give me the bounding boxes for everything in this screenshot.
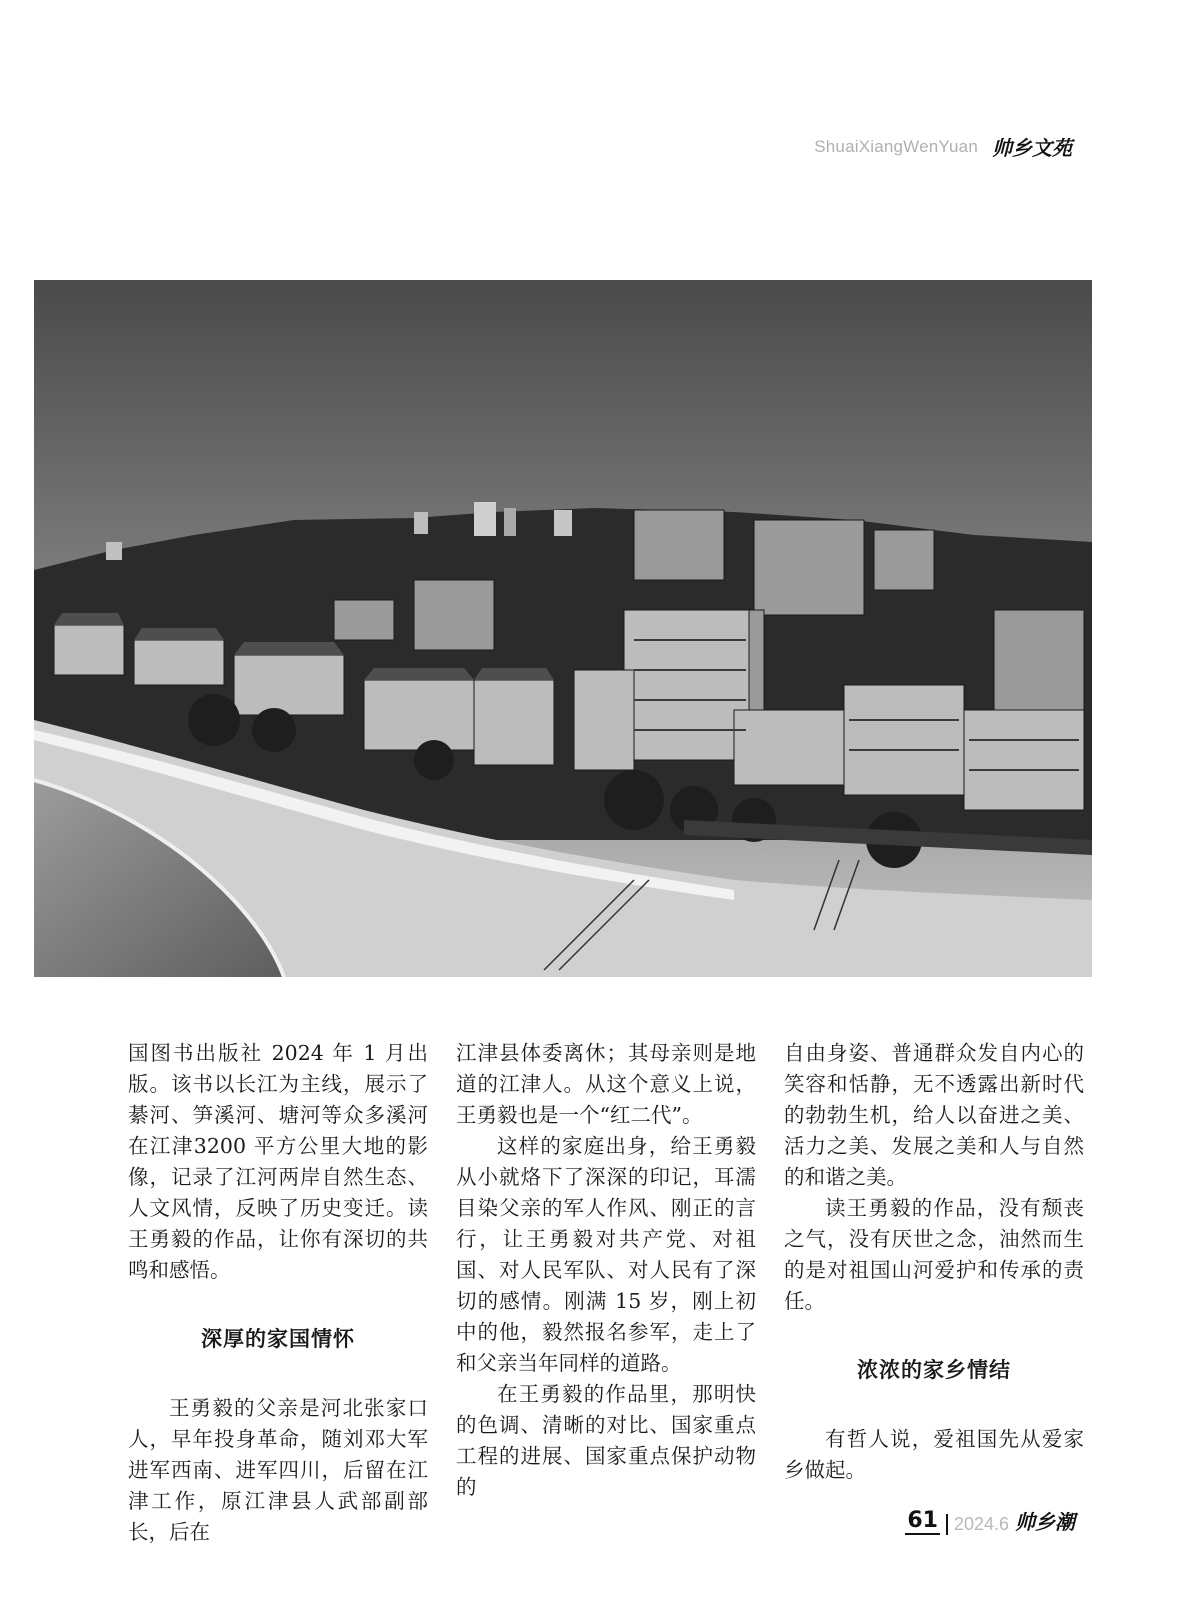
page-number: 61 bbox=[907, 1508, 938, 1533]
running-header bbox=[814, 132, 1072, 161]
paragraph: 这样的家庭出身，给王勇毅从小就烙下了深深的印记，耳濡目染父亲的军人作风、刚正的言行，让王勇毅对共产党、对祖国、对人民军队、对人民有了深切的感情。刚满 15 岁，刚上初中的他，毅然报名参军，走上了和父亲当年同样的道路。 bbox=[456, 1134, 756, 1375]
paragraph: 在王勇毅的作品里，那明快的色调、清晰的对比、国家重点工程的进展、国家重点保护动物的 bbox=[456, 1382, 756, 1499]
paragraph: 王勇毅的父亲是河北张家口人，早年投身革命，随刘邓大军进军西南、进军四川，后留在江津工作，原江津县人武部副部长，后在 bbox=[128, 1396, 428, 1544]
section-heading: 浓浓的家乡情结 bbox=[857, 1358, 1011, 1382]
section-heading: 深厚的家国情怀 bbox=[201, 1327, 355, 1351]
paragraph: 江津县体委离休；其母亲则是地道的江津人。从这个意义上说，王勇毅也是一个“红二代”。 bbox=[456, 1041, 756, 1127]
issue-date: 2024.6 bbox=[946, 1514, 1009, 1535]
text-column-1 bbox=[128, 1038, 428, 1548]
text-column-3 bbox=[784, 1038, 1084, 1486]
header-en-title: ShuaiXiangWenYuan bbox=[814, 136, 978, 156]
paragraph: 国图书出版社 2024 年 1 月出版。该书以长江为主线，展示了綦河、笋溪河、塘河等众多溪河在江津3200 平方公里大地的影像，记录了江河两岸自然生态、人文风情，反映了历史变迁。读王勇毅的作品，让你有深切的共鸣和感悟。 bbox=[128, 1041, 428, 1282]
paragraph: 自由身姿、普通群众发自内心的笑容和恬静，无不透露出新时代的勃勃生机，给人以奋进之美、活力之美、发展之美和人与自然的和谐之美。 bbox=[784, 1041, 1084, 1189]
text-column-2 bbox=[456, 1038, 756, 1503]
riverside-town-photo bbox=[34, 280, 1092, 977]
header-cn-title: 帅乡文苑 bbox=[992, 136, 1072, 160]
magazine-name: 帅乡潮 bbox=[1015, 1510, 1075, 1534]
page-footer bbox=[905, 1506, 1075, 1535]
photo-illustration bbox=[34, 280, 1092, 977]
paragraph: 读王勇毅的作品，没有颓丧之气，没有厌世之念，油然而生的是对祖国山河爱护和传承的责任。 bbox=[784, 1196, 1084, 1313]
paragraph: 有哲人说，爱祖国先从爱家乡做起。 bbox=[784, 1427, 1084, 1482]
